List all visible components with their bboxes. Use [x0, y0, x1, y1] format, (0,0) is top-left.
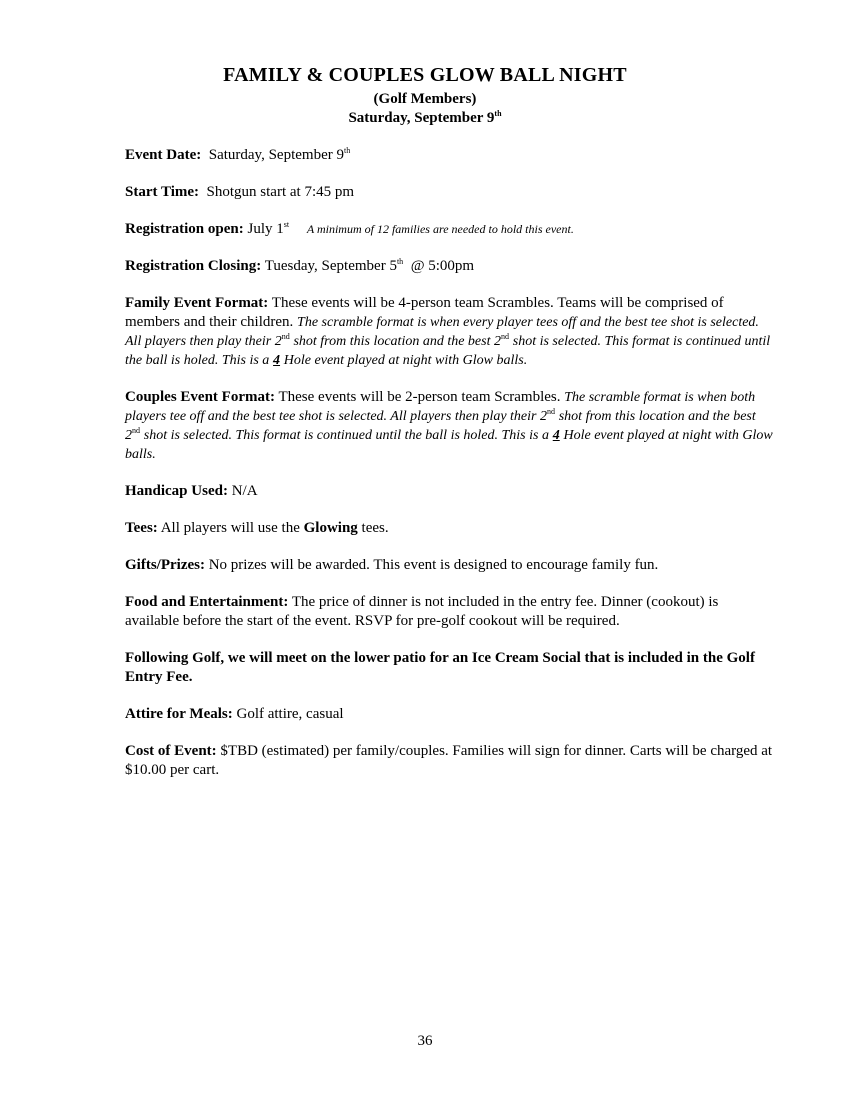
- family-format-row: [125, 294, 773, 370]
- food-row: [125, 593, 773, 631]
- handicap-value: N/A: [231, 483, 258, 499]
- handicap-label: Handicap Used:: [125, 483, 228, 499]
- gifts-value: No prizes will be awarded. This event is designed to encourage family fun.: [208, 557, 659, 573]
- handicap-row: [125, 482, 773, 501]
- page-subtitle: (Golf Members): [373, 91, 477, 107]
- registration-closing-label: Registration Closing:: [125, 258, 262, 274]
- couples-format-hole-count: 4: [552, 428, 560, 443]
- registration-open-label: Registration open:: [125, 221, 244, 237]
- minimum-families-note: A minimum of 12 families are needed to hold this event.: [306, 222, 574, 236]
- registration-closing-time: @ 5:00pm: [410, 258, 475, 274]
- gifts-row: [125, 556, 773, 575]
- family-format-label: Family Event Format:: [125, 295, 269, 311]
- start-time-value: Shotgun start at 7:45 pm: [206, 184, 355, 200]
- registration-open-row: [125, 220, 773, 239]
- tees-label: Tees:: [125, 520, 158, 536]
- couples-format-sup-1: nd: [546, 407, 555, 416]
- tees-glowing: Glowing: [303, 520, 358, 536]
- family-format-text: These events will be 4-person team Scrambles. Teams will be comprised of members and their children.: [125, 295, 724, 330]
- page-title: FAMILY & COUPLES GLOW BALL NIGHT: [223, 64, 627, 86]
- cost-row: [125, 742, 773, 780]
- registration-open-value: July 1: [247, 221, 284, 237]
- family-format-sup-1: nd: [281, 332, 290, 341]
- couples-format-text: These events will be 2-person team Scrambles.: [278, 389, 561, 405]
- registration-closing-sup: th: [396, 257, 404, 266]
- attire-row: [125, 705, 773, 724]
- couples-format-italic-4: Hole event played at night with Glow balls.: [125, 428, 773, 462]
- gifts-label: Gifts/Prizes:: [125, 557, 205, 573]
- food-label: Food and Entertainment:: [125, 594, 289, 610]
- attire-label: Attire for Meals:: [125, 706, 233, 722]
- start-time-label: Start Time:: [125, 184, 200, 200]
- family-format-hole-count: 4: [273, 353, 281, 368]
- event-date-heading-sup: th: [494, 109, 502, 118]
- tees-row: [125, 519, 773, 538]
- family-format-italic-2: shot from this location and the best 2: [293, 334, 501, 349]
- couples-format-italic-2: shot from this location and the best 2: [125, 409, 756, 443]
- cost-value: $TBD (estimated) per family/couples. Families will sign for dinner. Carts will be charged at $10.00 per cart.: [125, 743, 773, 778]
- registration-closing-row: [125, 257, 773, 276]
- event-date-label: Event Date:: [125, 147, 202, 163]
- family-format-sup-2: nd: [501, 332, 509, 341]
- event-date-heading: [0, 110, 850, 127]
- food-value: The price of dinner is not included in the entry fee. Dinner (cookout) is available before the start of the event. RSVP for pre-golf cookout will be required.: [125, 594, 719, 629]
- family-format-italic-4: Hole event played at night with Glow balls.: [283, 353, 528, 368]
- couples-format-row: [125, 388, 773, 464]
- start-time-row: [125, 183, 773, 202]
- family-format-italic-3: shot is selected. This format is continued until the ball is holed. This is a: [125, 334, 771, 368]
- event-details: [125, 146, 773, 798]
- tees-text-pre: All players will use the: [160, 520, 300, 536]
- event-date-row: [125, 146, 773, 165]
- ice-cream-social-notice: Following Golf, we will meet on the lower patio for an Ice Cream Social that is included in the Golf Entry Fee.: [125, 650, 755, 685]
- event-date-heading-text: Saturday, September 9: [348, 110, 495, 126]
- page-number: 36: [417, 1033, 433, 1049]
- event-date-sup: th: [343, 146, 351, 155]
- couples-format-italic-3: shot is selected. This format is continued until the ball is holed. This is a: [143, 428, 549, 443]
- registration-open-sup: st: [283, 220, 290, 229]
- event-date-value: Saturday, September 9: [208, 147, 344, 163]
- tees-text-post: tees.: [361, 520, 389, 536]
- couples-format-italic-1: The scramble format is when both players tee off and the best tee shot is selected. All players then play their 2: [125, 390, 756, 424]
- couples-format-sup-2: nd: [132, 426, 140, 435]
- attire-value: Golf attire, casual: [236, 706, 344, 722]
- cost-label: Cost of Event:: [125, 743, 217, 759]
- family-format-italic-1: The scramble format is when every player tees off and the best tee shot is selected. All players then play their 2: [125, 315, 759, 349]
- couples-format-label: Couples Event Format:: [125, 389, 275, 405]
- registration-closing-value: Tuesday, September 5: [264, 258, 397, 274]
